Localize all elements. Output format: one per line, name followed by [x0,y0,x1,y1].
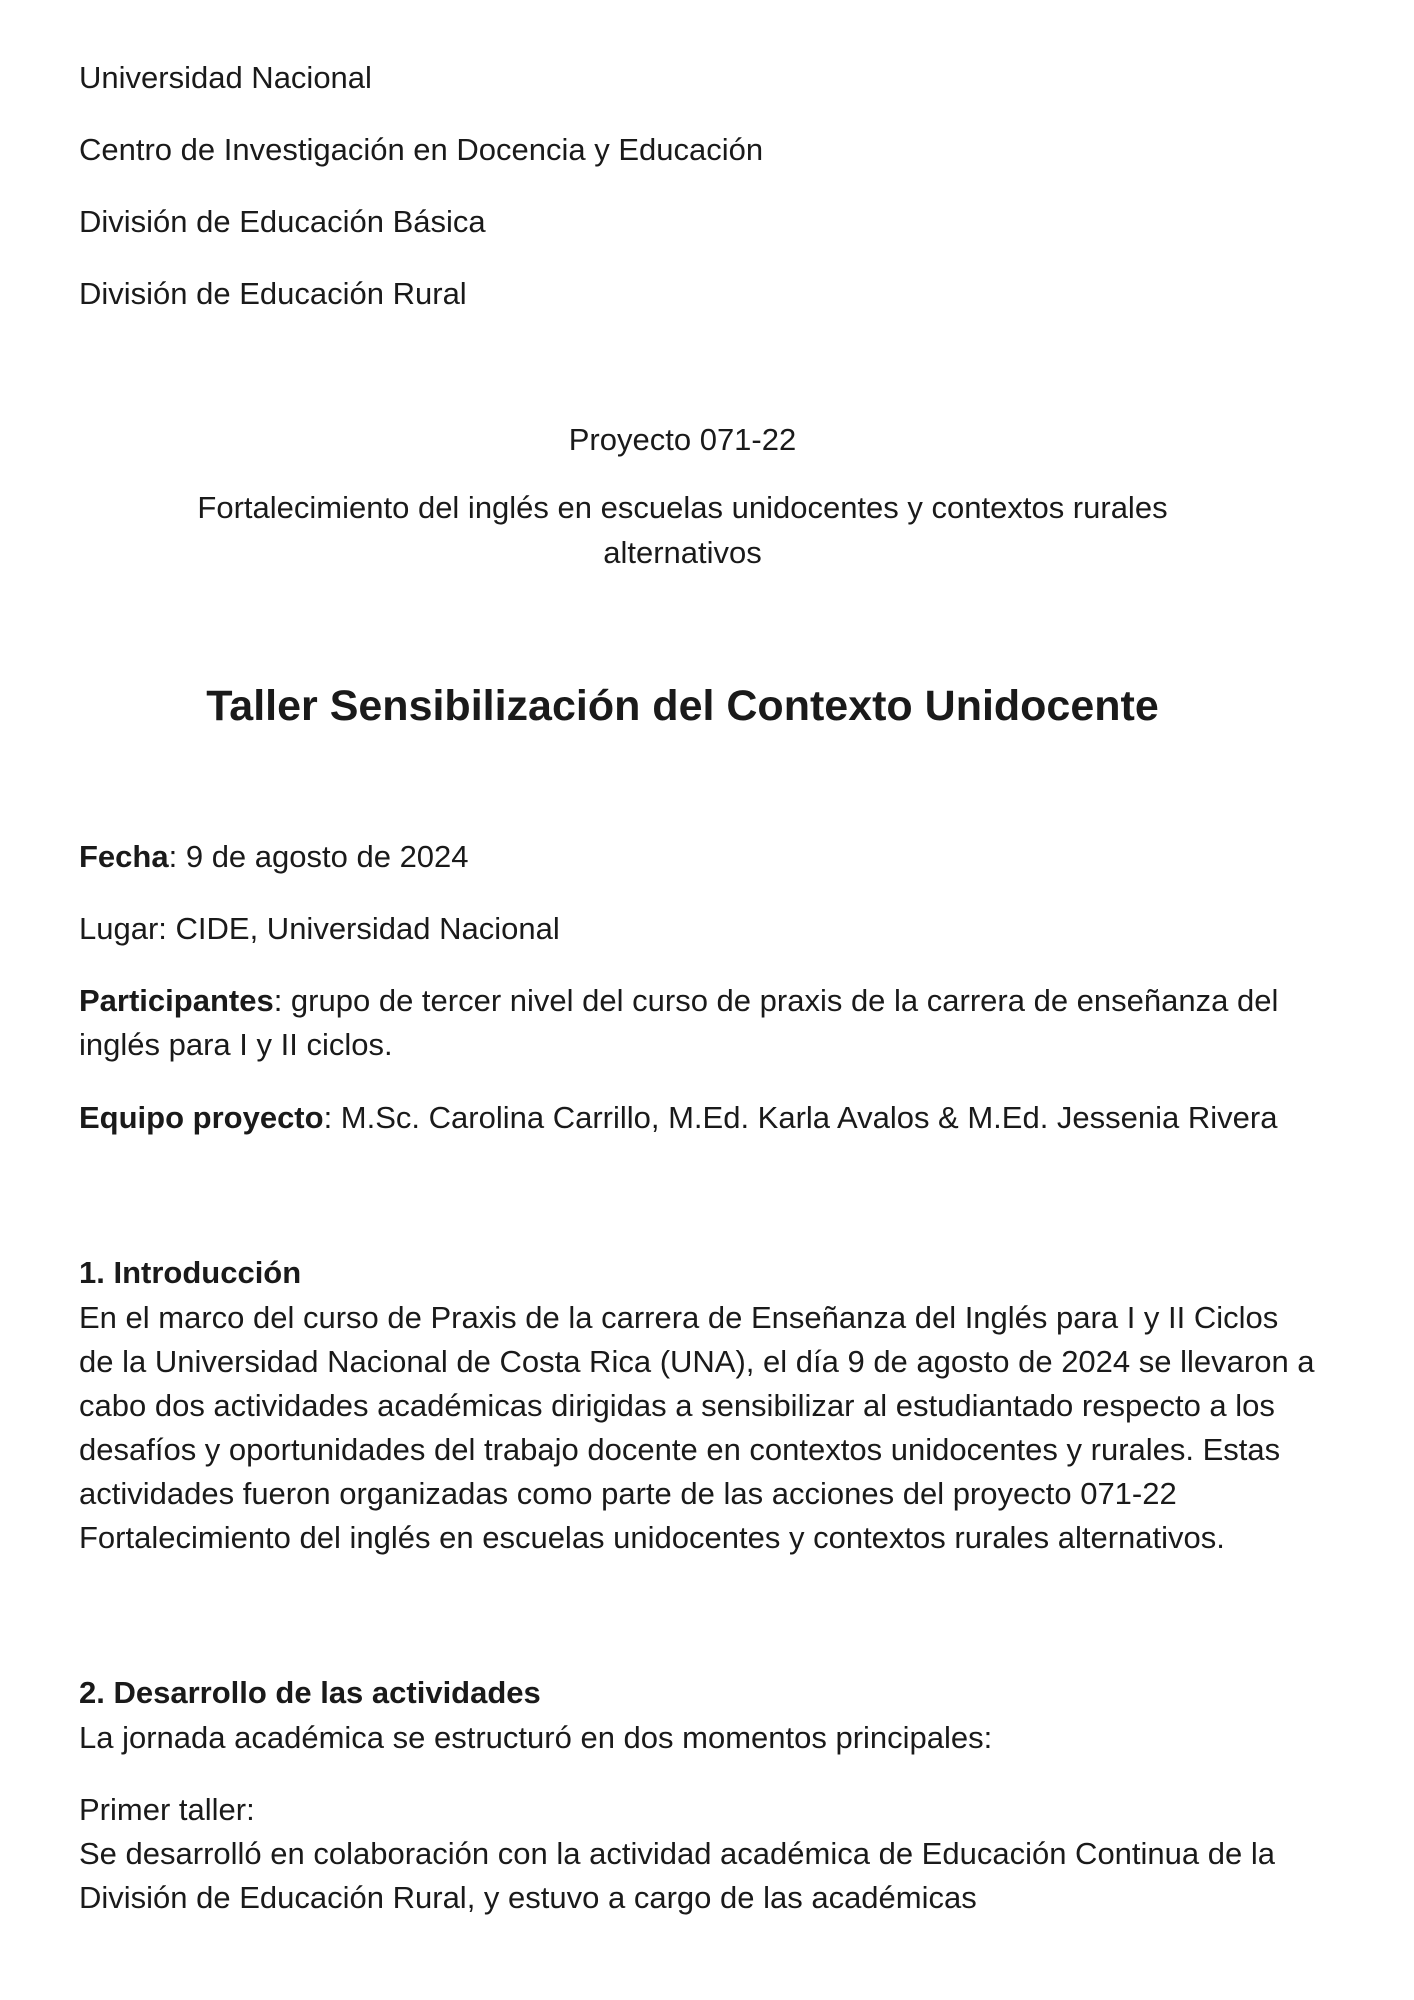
institution-line-basic-division: División de Educación Básica [79,204,486,239]
section-development-heading: 2. Desarrollo de las actividades [79,1675,541,1710]
participants-label: Participantes [79,983,274,1018]
institution-line-university: Universidad Nacional [79,60,372,95]
first-workshop-label: Primer taller: [79,1792,255,1827]
section-introduction-heading: 1. Introducción [79,1255,302,1290]
project-name: Fortalecimiento del inglés en escuelas unidocentes y contextos rurales alternativos [197,490,1168,570]
project-team-label: Equipo proyecto [79,1100,324,1135]
place-field: Lugar: CIDE, Universidad Nacional [79,911,560,946]
institution-line-center: Centro de Investigación en Docencia y Educación [79,132,764,167]
participants-value: : grupo de tercer nivel del curso de praxis de la carrera de enseñanza del inglés para I y II ciclos. [79,983,1279,1062]
project-code: Proyecto 071-22 [568,422,797,457]
project-team-field [79,1096,1309,1140]
document-title: Taller Sensibilización del Contexto Unidocente [206,682,1159,730]
section-development-body: La jornada académica se estructuró en dos momentos principales: [79,1720,993,1755]
date-label: Fecha [79,839,169,874]
project-team-value: : M.Sc. Carolina Carrillo, M.Ed. Karla Avalos & M.Ed. Jessenia Rivera [323,1100,1278,1135]
section-introduction-body: En el marco del curso de Praxis de la carrera de Enseñanza del Inglés para I y II Ciclos de la Universidad Nacional de Costa Rica (UNA), el día 9 de agosto de 2024 se llevaron a cabo dos actividades académicas dirigidas a sensibilizar al estudiantado respecto a los desafíos y oportunidades del trabajo docente en contextos unidocentes y rurales. Estas actividades fueron organizadas como parte de las acciones del proyecto 071-22 Fortalecimiento del inglés en escuelas unidocentes y contextos rurales alternativos. [79,1300,1315,1555]
first-workshop-body: Se desarrolló en colaboración con la actividad académica de Educación Continua de la División de Educación Rural, y estuvo a cargo de las académicas [79,1836,1275,1915]
date-field [79,835,1309,879]
date-value: : 9 de agosto de 2024 [168,839,469,874]
participants-field [79,979,1309,1067]
institution-line-rural-division: División de Educación Rural [79,276,467,311]
